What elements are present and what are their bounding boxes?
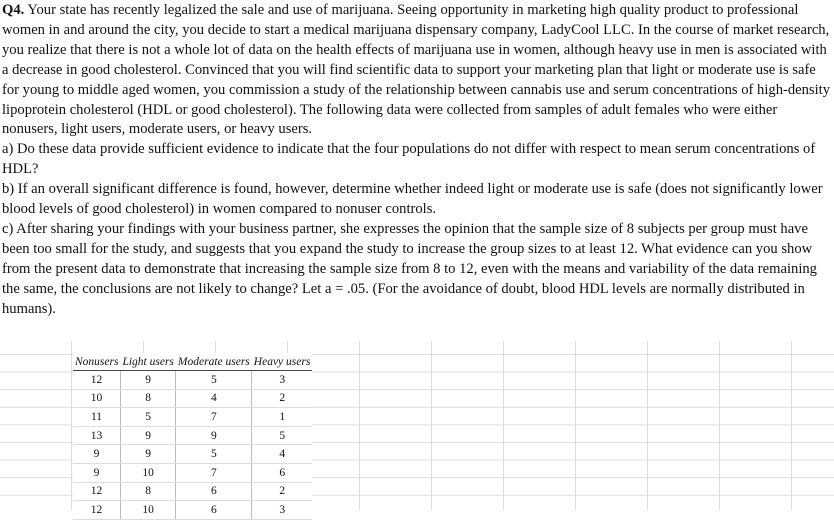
table-row xyxy=(73,389,312,408)
table-cell: 5 xyxy=(176,445,252,464)
header-heavy-users: Heavy users xyxy=(252,353,313,371)
table-cell: 5 xyxy=(252,426,313,445)
table-row xyxy=(73,463,312,482)
table-cell: 3 xyxy=(252,501,313,520)
table-cell: 8 xyxy=(120,482,175,501)
table-cell: 12 xyxy=(73,371,120,390)
table-cell: 2 xyxy=(252,482,313,501)
table-cell: 7 xyxy=(176,463,252,482)
table-cell: 6 xyxy=(176,482,252,501)
table-cell: 12 xyxy=(73,501,120,520)
table-cell: 11 xyxy=(73,408,120,427)
table-cell: 13 xyxy=(73,426,120,445)
table-cell: 9 xyxy=(73,445,120,464)
table-cell: 10 xyxy=(120,463,175,482)
table-cell: 6 xyxy=(252,463,313,482)
header-light-users: Light users xyxy=(120,353,175,371)
question-intro xyxy=(2,1,830,140)
part-b: b) If an overall significant difference is found, however, determine whether indeed light or moderate use is safe (does not significantly lower blood levels of good cholesterol) in women compared to nonuser controls. xyxy=(2,181,823,218)
part-a: a) Do these data provide sufficient evidence to indicate that the four populations do not differ with respect to mean serum concentrations of HDL? xyxy=(2,141,816,178)
header-moderate-users: Moderate users xyxy=(176,353,252,371)
table-cell: 7 xyxy=(176,408,252,427)
table-cell: 5 xyxy=(120,408,175,427)
table-header-row xyxy=(73,353,312,371)
table-cell: 4 xyxy=(252,445,313,464)
table-cell: 3 xyxy=(252,371,313,390)
part-c: c) After sharing your findings with your business partner, she expresses the opinion that the sample size of 8 subjects per group must have been too small for the study, and suggests that you expand the study to increase the group sizes to at least 12. What evidence can you show from the present data to demonstrate that increasing the sample size from 8 to 12, even with the means and variability of the data remaining the same, the conclusions are not likely to change? Let a = .05. (For the avoidance of doubt, blood HDL levels are normally distributed in humans). xyxy=(2,220,817,317)
table-row xyxy=(73,371,312,390)
table-cell: 9 xyxy=(176,426,252,445)
table-cell: 9 xyxy=(120,371,175,390)
hdl-data-table xyxy=(73,353,312,520)
table-cell: 12 xyxy=(73,482,120,501)
table-cell: 6 xyxy=(176,501,252,520)
table-cell: 10 xyxy=(120,501,175,520)
table-cell: 9 xyxy=(120,426,175,445)
table-row xyxy=(73,426,312,445)
table-cell: 1 xyxy=(252,408,313,427)
table-row xyxy=(73,408,312,427)
table-cell: 2 xyxy=(252,389,313,408)
table-cell: 9 xyxy=(73,463,120,482)
table-cell: 10 xyxy=(73,389,120,408)
intro-text: Your state has recently legalized the sale and use of marijuana. Seeing opportunity in marketing high quality product to professional women in and around the city, you decide to start a medical marijuana dispensary company, LadyCool LLC. In the course of market research, you realize that there is not a whole lot of data on the health effects of marijuana use in women, although heavy use in men is associated with a decrease in good cholesterol. Convinced that you will find scientific data to support your marketing plan that light or moderate use is safe for young to middle aged women, you commission a study of the relationship between cannabis use and serum concentrations of high-density lipoprotein cholesterol (HDL or good cholesterol). The following data were collected from samples of adult females who were either nonusers, light users, moderate users, or heavy users. xyxy=(2,2,831,138)
question-number: Q4. xyxy=(2,2,25,18)
question-text xyxy=(2,1,830,320)
header-nonusers: Nonusers xyxy=(73,353,120,371)
table-cell: 9 xyxy=(120,445,175,464)
table-row xyxy=(73,482,312,501)
table-row xyxy=(73,445,312,464)
table-cell: 5 xyxy=(176,371,252,390)
table-cell: 4 xyxy=(176,389,252,408)
table-cell: 8 xyxy=(120,389,175,408)
